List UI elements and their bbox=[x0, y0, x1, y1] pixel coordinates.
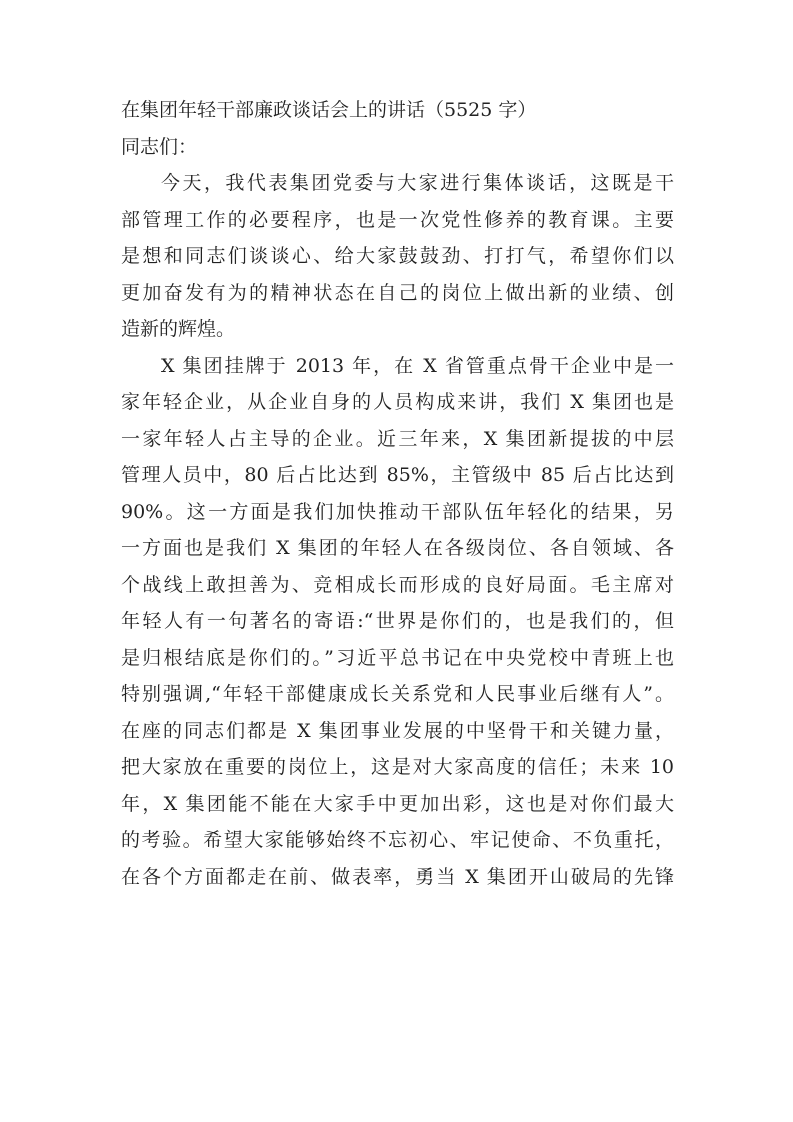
paragraph-2 bbox=[121, 348, 674, 896]
document-page bbox=[121, 92, 674, 895]
paragraph-line: 家年轻企业，从企业自身的人员构成来讲，我们 X 集团也是 bbox=[121, 391, 674, 413]
paragraph-line: 部管理工作的必要程序，也是一次党性修养的教育课。主要 bbox=[121, 208, 674, 231]
paragraph-line: 造新的辉煌。 bbox=[121, 318, 236, 340]
paragraph-1 bbox=[121, 165, 674, 348]
paragraph-line: 是归根结底是你们的。”习近平总书记在中央党校中青班上也 bbox=[121, 646, 674, 669]
paragraph-line: 今天，我代表集团党委与大家进行集体谈话，这既是干 bbox=[161, 172, 674, 194]
document-title: 在集团年轻干部廉政谈话会上的讲话（5525 字） bbox=[121, 99, 537, 121]
paragraph-line: 个战线上敢担善为、竞相成长而形成的良好局面。毛主席对 bbox=[121, 573, 674, 596]
paragraph-line: 一方面也是我们 X 集团的年轻人在各级岗位、各自领域、各 bbox=[121, 537, 674, 559]
paragraph-line: 是想和同志们谈谈心、给大家鼓鼓劲、打打气，希望你们以 bbox=[121, 245, 674, 267]
greeting: 同志们： bbox=[121, 135, 198, 158]
paragraph-line: 年轻人有一句著名的寄语:“世界是你们的，也是我们的，但 bbox=[121, 610, 674, 632]
paragraph-line: 管理人员中，80 后占比达到 85%，主管级中 85 后占比达到 bbox=[121, 464, 674, 486]
paragraph-line: 把大家放在重要的岗位上，这是对大家高度的信任；未来 10 bbox=[121, 756, 674, 778]
paragraph-line: 一家年轻人占主导的企业。近三年来，X 集团新提拔的中层 bbox=[121, 427, 674, 450]
paragraph-line: 更加奋发有为的精神状态在自己的岗位上做出新的业绩、创 bbox=[121, 281, 674, 304]
paragraph-line: 年，X 集团能不能在大家手中更加出彩，这也是对你们最大 bbox=[121, 792, 674, 815]
paragraph-line: 90%。这一方面是我们加快推动干部队伍年轻化的结果，另 bbox=[121, 500, 674, 523]
paragraph-line: 的考验。希望大家能够始终不忘初心、牢记使命、不负重托， bbox=[121, 829, 674, 851]
paragraph-line: X 集团挂牌于 2013 年，在 X 省管重点骨干企业中是一 bbox=[161, 354, 674, 377]
paragraph-line: 特别强调,“年轻干部健康成长关系党和人民事业后继有人”。 bbox=[121, 683, 674, 705]
paragraph-line: 在座的同志们都是 X 集团事业发展的中坚骨干和关键力量， bbox=[121, 719, 674, 742]
paragraph-line: 在各个方面都走在前、做表率，勇当 X 集团开山破局的先锋 bbox=[121, 865, 674, 888]
